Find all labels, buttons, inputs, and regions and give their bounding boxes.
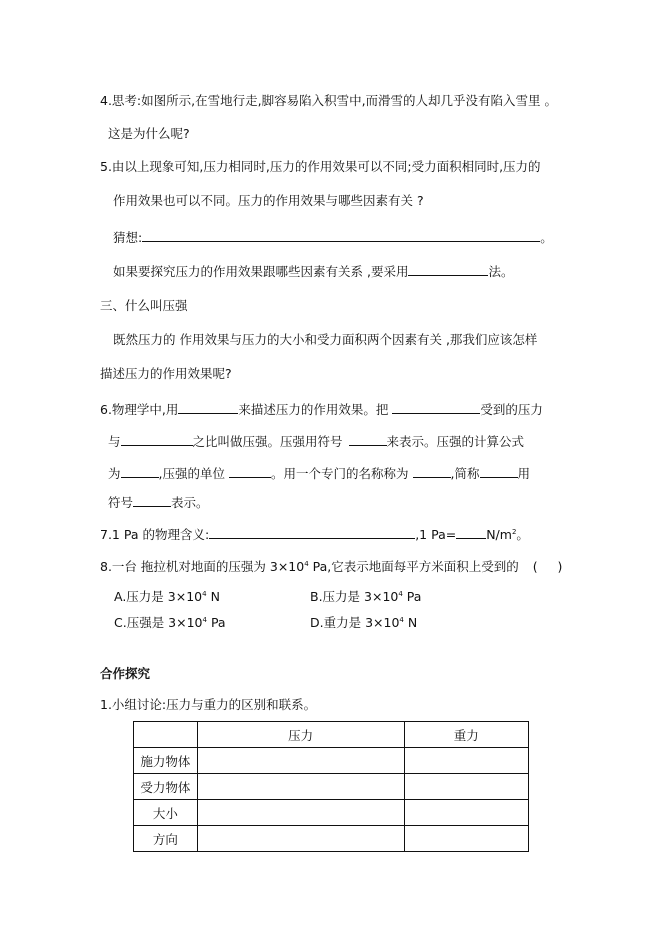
cooperate-q1: 1.小组讨论:压力与重力的区别和联系。: [100, 697, 317, 712]
q7-text-a: 7.1 Pa 的物理含义:: [100, 527, 210, 542]
q8-option-a-sup: 4: [202, 589, 207, 598]
q8-option-c-unit: Pa: [206, 615, 226, 630]
guess-label: 猜想:: [113, 230, 143, 245]
section3-intro-1: 既然压力的 作用效果与压力的大小和受力面积两个因素有关 ,那我们应该怎样: [113, 332, 538, 347]
q6-text-4a: 符号: [108, 495, 134, 510]
q8-stem-sup: 4: [304, 559, 309, 568]
q6-line-4: [108, 493, 209, 512]
q6-blank-7[interactable]: [413, 464, 451, 478]
q5-guess-line: [113, 228, 553, 247]
q8-option-d[interactable]: [310, 614, 417, 632]
section3-title: 三、什么叫压强: [100, 298, 188, 313]
q6-blank-5[interactable]: [121, 464, 159, 478]
q6-text-1b: 来描述压力的作用效果。把: [238, 402, 389, 417]
row-label: 施力物体: [134, 748, 198, 774]
q5-line-2: 作用效果也可以不同。压力的作用效果与哪些因素有关 ?: [113, 193, 424, 208]
row-label: 受力物体: [134, 774, 198, 800]
q6-text-1c: 受到的压力: [480, 402, 543, 417]
row-label: 方向: [134, 826, 198, 852]
q8-option-c-text: C.压强是 3×10: [114, 615, 203, 630]
q6-text-2a: 与: [108, 434, 121, 449]
q7-blank-1[interactable]: [209, 525, 415, 539]
table-header-cell: 重力: [404, 722, 528, 748]
q7-sup: 2: [511, 527, 517, 536]
q8-option-b-text: B.压力是 3×10: [310, 589, 399, 604]
q6-text-2b: 之比叫做压强。压强用符号: [192, 434, 343, 449]
q8-option-d-sup: 4: [399, 615, 404, 624]
q6-text-3e: 用: [517, 466, 531, 481]
comparison-table: [133, 721, 529, 852]
answer-cell[interactable]: [404, 800, 528, 826]
cooperate-title: 合作探究: [100, 666, 151, 681]
q8-option-b-sup: 4: [398, 589, 403, 598]
table-row: [134, 800, 529, 826]
q7-text-c: N/m: [486, 527, 512, 542]
q8-option-a-text: A.压力是 3×10: [114, 589, 203, 604]
table-row: [134, 748, 529, 774]
table-header-cell: 压力: [197, 722, 404, 748]
q8-option-c-sup: 4: [202, 615, 207, 624]
table-row: [134, 826, 529, 852]
q8-answer-paren[interactable]: ( ): [532, 559, 563, 574]
q8-option-a-unit: N: [206, 589, 220, 604]
q7-text-b: ,1 Pa=: [415, 527, 457, 542]
q6-blank-3[interactable]: [121, 432, 193, 446]
q4-line-1: 4.思考:如图所示,在雪地行走,脚容易陷入积雪中,而滑雪的人却几乎没有陷入雪里 。: [100, 93, 558, 108]
guess-blank[interactable]: [142, 228, 540, 242]
answer-cell[interactable]: [404, 774, 528, 800]
q8-stem: [100, 558, 562, 576]
q7-text-d: 。: [516, 527, 529, 542]
q6-blank-8[interactable]: [480, 464, 518, 478]
q6-text-3c: 。用一个专门的名称称为: [271, 466, 409, 481]
q6-text-2c: 来表示。压强的计算公式: [386, 434, 525, 449]
q5-line-1: 5.由以上现象可知,压力相同时,压力的作用效果可以不同;受力面积相同时,压力的: [100, 159, 541, 174]
q4-line-2: 这是为什么呢?: [108, 126, 190, 141]
q8-option-b[interactable]: [310, 588, 421, 606]
q8-option-b-unit: Pa: [402, 589, 422, 604]
section3-intro-2: 描述压力的作用效果呢?: [100, 366, 232, 381]
table-header-cell: [134, 722, 198, 748]
answer-cell[interactable]: [404, 748, 528, 774]
q8-option-a[interactable]: [114, 588, 220, 606]
q6-text-3b: ,压强的单位: [158, 466, 225, 481]
q6-line-1: [100, 400, 543, 419]
q5-method-line: [113, 262, 513, 281]
answer-cell[interactable]: [404, 826, 528, 852]
q6-blank-9[interactable]: [133, 493, 171, 507]
answer-cell[interactable]: [197, 826, 404, 852]
q6-blank-1[interactable]: [178, 400, 238, 414]
q6-text-3a: 为: [108, 466, 121, 481]
q6-text-1a: 6.物理学中,用: [100, 402, 179, 417]
q6-line-3: [108, 464, 530, 483]
answer-cell[interactable]: [197, 800, 404, 826]
q8-option-d-text: D.重力是 3×10: [310, 615, 400, 630]
q6-blank-2[interactable]: [392, 400, 480, 414]
row-label: 大小: [134, 800, 198, 826]
q7-line: [100, 525, 529, 544]
q8-stem-a: 8.一台 拖拉机对地面的压强为 3×10: [100, 559, 305, 574]
q6-line-2: [108, 432, 524, 451]
q6-blank-4[interactable]: [349, 432, 387, 446]
method-end: 法。: [488, 264, 514, 279]
guess-end: 。: [540, 230, 553, 245]
q6-blank-6[interactable]: [229, 464, 271, 478]
table-header-row: [134, 722, 529, 748]
answer-cell[interactable]: [197, 748, 404, 774]
q8-stem-b: Pa,它表示地面每平方米面积上受到的: [308, 559, 519, 574]
q6-text-4b: 表示。: [171, 495, 209, 510]
q6-text-3d: ,简称: [450, 466, 480, 481]
q7-blank-2[interactable]: [456, 525, 486, 539]
method-blank[interactable]: [408, 262, 488, 276]
answer-cell[interactable]: [197, 774, 404, 800]
method-text: 如果要探究压力的作用效果跟哪些因素有关系 ,要采用: [113, 264, 409, 279]
q8-option-c[interactable]: [114, 614, 226, 632]
table-row: [134, 774, 529, 800]
q8-option-d-unit: N: [403, 615, 418, 630]
